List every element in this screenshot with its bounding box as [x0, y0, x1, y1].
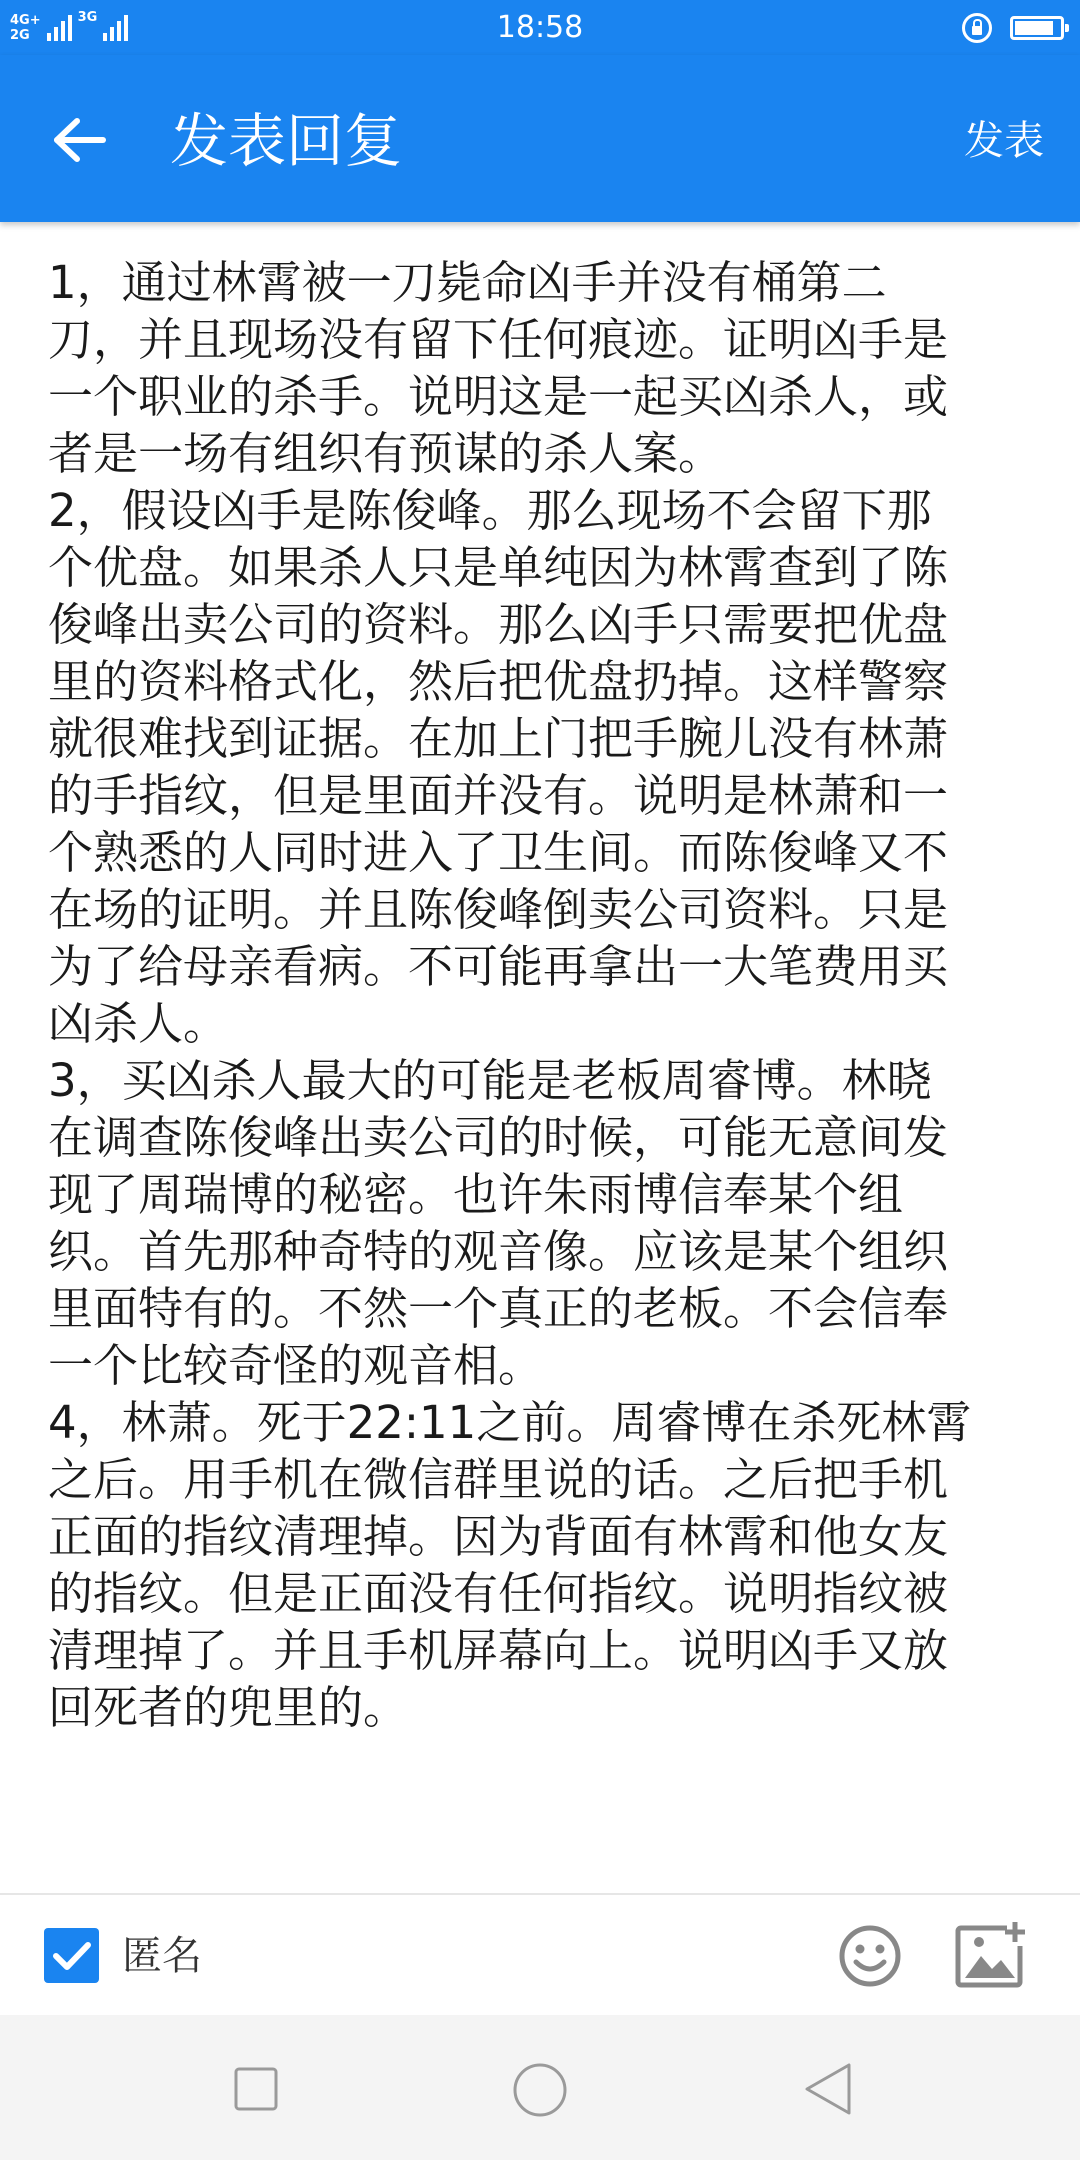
page-title: 发表回复	[170, 107, 403, 175]
network-type-fallback: 2G	[10, 28, 30, 43]
circle-icon	[512, 2062, 568, 2118]
anonymous-label[interactable]: 匿名	[122, 1933, 202, 1979]
back-button[interactable]	[40, 100, 120, 180]
battery-icon	[1010, 16, 1064, 40]
app-bar	[0, 55, 1080, 222]
network-type-secondary: 3G	[77, 10, 98, 25]
system-navigation-bar	[0, 2015, 1080, 2160]
rotation-lock-icon	[962, 13, 992, 43]
arrow-left-icon	[53, 117, 107, 163]
anonymous-checkbox[interactable]	[44, 1928, 99, 1983]
system-status-icons	[962, 10, 1064, 46]
square-icon	[234, 2067, 278, 2111]
add-image-button[interactable]	[955, 1920, 1027, 1990]
triangle-back-icon	[803, 2062, 853, 2116]
emoji-button[interactable]	[838, 1924, 902, 1988]
checkmark-icon	[52, 1939, 92, 1973]
toolbar-divider	[0, 1893, 1080, 1895]
reply-text-input[interactable]: 1，通过林霄被一刀毙命凶手并没有桶第二 刀，并且现场没有留下任何痕迹。证明凶手是 一个职业的杀手。说明这是一起买凶杀人，或 者是一场有组织有预谋的杀人案。 2，假设凶手是陈俊峰。那么现场不会留下那 个优盘。如果杀人只是单纯因为林霄查到了陈 俊峰出卖公司的资料。那么凶手只需要把优盘 里的资料格式化，然后把优盘扔掉。这样警察 就很难找到证据。在加上门把手腕儿没有林萧 的手指纹，但是里面并没有。说明是林萧和一 个熟悉的人同时进入了卫生间。而陈俊峰又不 在场的证明。并且陈俊峰倒卖公司资料。只是 为了给母亲看病。不可能再拿出一大笔费用买 凶杀人。 3，买凶杀人最大的可能是老板周睿博。林晓 在调查陈俊峰出卖公司的时候，可能无意间发 现了周瑞博的秘密。也许朱雨博信奉某个组 织。首先那种奇特的观音像。应该是某个组织 里面特有的。不然一个真正的老板。不会信奉 一个比较奇怪的观音相。 4，林萧。死于22:11之前。周睿博在杀死林霄 之后。用手机在微信群里说的话。之后把手机 正面的指纹清理掉。因为背面有林霄和他女友 的指纹。但是正面没有任何指纹。说明指纹被 清理掉了。并且手机屏幕向上。说明凶手又放 回死者的兜里的。	[48, 256, 972, 1734]
home-button[interactable]	[512, 2062, 568, 2118]
recent-apps-button[interactable]	[234, 2067, 278, 2111]
clock: 18:58	[496, 10, 584, 45]
add-image-icon	[955, 1920, 1027, 1990]
network-type-primary: 4G+	[10, 13, 41, 28]
publish-button[interactable]: 发表	[964, 118, 1044, 164]
emoji-icon	[838, 1924, 902, 1988]
system-back-button[interactable]	[803, 2062, 853, 2116]
status-bar	[0, 0, 1080, 55]
